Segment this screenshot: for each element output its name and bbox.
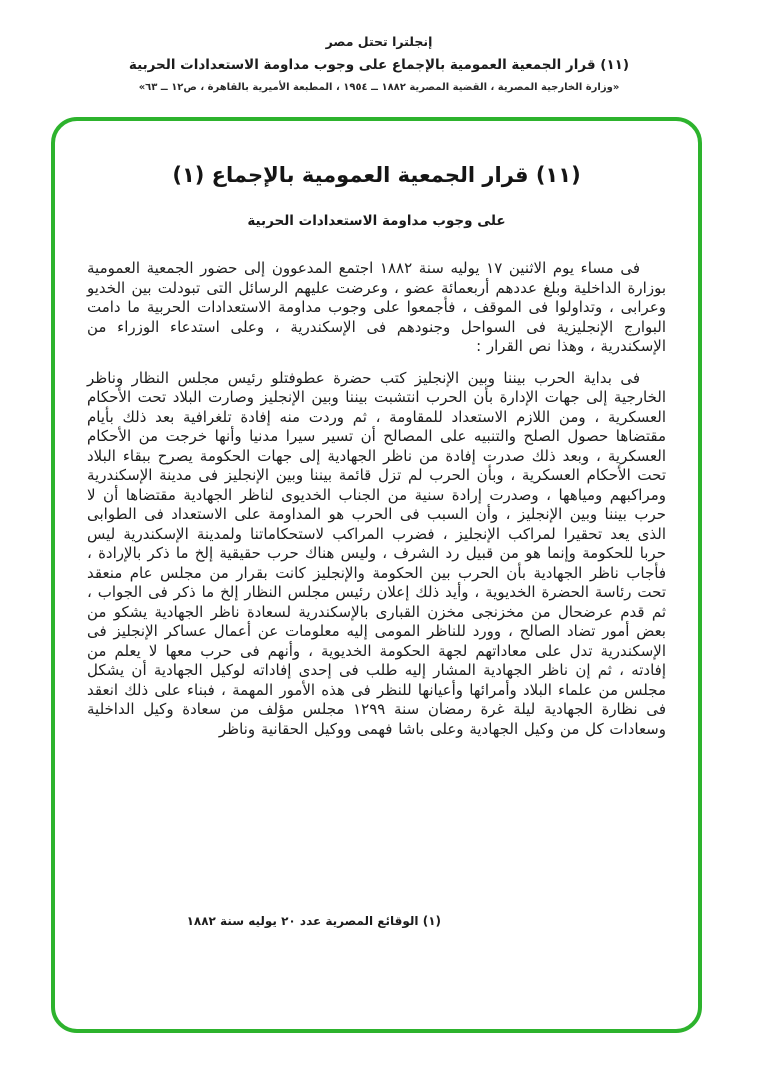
document-frame xyxy=(51,117,702,1033)
document-body xyxy=(87,259,666,739)
header-document-title: (١١) قرار الجمعية العمومية بالإجماع على وجوب مداومة الاستعدادات الحربية xyxy=(128,57,630,73)
header-source-citation: «وزارة الخارجية المصرية ، القضية المصرية ١٨٨٢ ــ ١٩٥٤ ، المطبعة الأميرية بالقاهرة ، ص١٢ ــ ٦٣» xyxy=(138,82,620,93)
footnote: (١) الوقائع المصرية عدد ٢٠ يوليه سنة ١٨٨٢ xyxy=(186,914,441,928)
page-header xyxy=(0,34,758,93)
document-subtitle: على وجوب مداومة الاستعدادات الحربية xyxy=(247,213,506,229)
paragraph-intro: فى مساء يوم الاثنين ١٧ يوليه سنة ١٨٨٢ اجتمع المدعوون إلى حضور الجمعية العمومية بوزارة الداخلية وبلغ عددهم أربعمائة عضو ، وعرضت عليهم الرسائل التى تبودلت بين الخديو وعرابى ، وتداولوا فى الموقف ، فأجمعوا على وجوب مداومة الاستعدادات الحربية ما دامت البوارج الإنجليزية فى السواحل وجنودهم فى الإسكندرية ، وعلى استدعاء الوزراء من الإسكندرية ، وهذا نص القرار : xyxy=(87,259,666,355)
paragraph-decision-text: فى بداية الحرب بيننا وبين الإنجليز كتب حضرة عطوفتلو رئيس مجلس النظار وناظر الخارجية إلى جهات الإدارة بأن الحرب انتشبت بيننا وبين الإنجليز وصارت البلاد تحت الأحكام العسكرية ، ومن اللازم الاستعداد للمقاومة ، ثم وردت منه إفادة تلغرافية بعد ذلك بأيام مقتضاها حصول الصلح والتنبيه على المصالح أن تسير سيرا مدنيا وأنها خرجت من الأحكام العسكرية ، وبعد ذلك صدرت إفادة من ناظر الجهادية إلى جهات الحكومة يصرح ببقاء البلاد تحت الأحكام العسكرية ، وبأن الحرب لم تزل قائمة بيننا وبين الإنجليز فى مدينة الإسكندرية ومراكبهم ومياهها ، وصدرت إرادة سنية من الجناب الخديوى لناظر الجهادية مقتضاها أن لا حرب بيننا وبين الإنجليز ، وأن السبب فى الحرب هو المداومة على الاستعداد فى الطوابى الذى يعد تحقيرا لمراكب الإنجليز ، فضرب المراكب لاستحكاماتنا ولمدينة الإسكندرية ليس حربا للحكومة وإنما هو من قبيل رد الشرف ، وليس هناك حرب حقيقية إلخ ما ذكر بالإرادة ، فأجاب ناظر الجهادية بأن الحرب بين الحكومة والإنجليز كانت بقرار من مجلس عام منعقد تحت رئاسة الحضرة الخديوية ، وأيد ذلك إعلان رئيس مجلس النظار إلخ ما ذكر فى الجواب ، ثم قدم عرضحال من مخزنجى مخزن القبارى بالإسكندرية لسعادة ناظر الجهادية يشكو من بعض أمور تضاد الصالح ، وورد للناظر المومى إليه معلومات عن أعمال عساكر الإنجليز فى الإسكندرية تدل على معاداتهم لجهة الحكومة الخديوية ، وأنهم فى حرب معها لا يعلم من إفادته ، ثم إن ناظر الجهادية المشار إليه طلب فى إحدى إفاداته لوكيل الجهادية أن يشكل مجلس من علماء البلاد وأمرائها وأعيانها للنظر فى هذه الأمور المهمة ، فبناء على ذلك انعقد فى نظارة الجهادية ليلة غرة رمضان سنة ١٢٩٩ مجلس مؤلف من سعادة وكيل الداخلية وسعادات كل من وكيل الجهادية وعلى باشا فهمى ووكيل الحقانية وناظر xyxy=(87,368,666,738)
header-topic: إنجلترا تحتل مصر xyxy=(325,34,433,49)
document-title: (١١) قرار الجمعية العمومية بالإجماع (١) xyxy=(172,163,581,187)
